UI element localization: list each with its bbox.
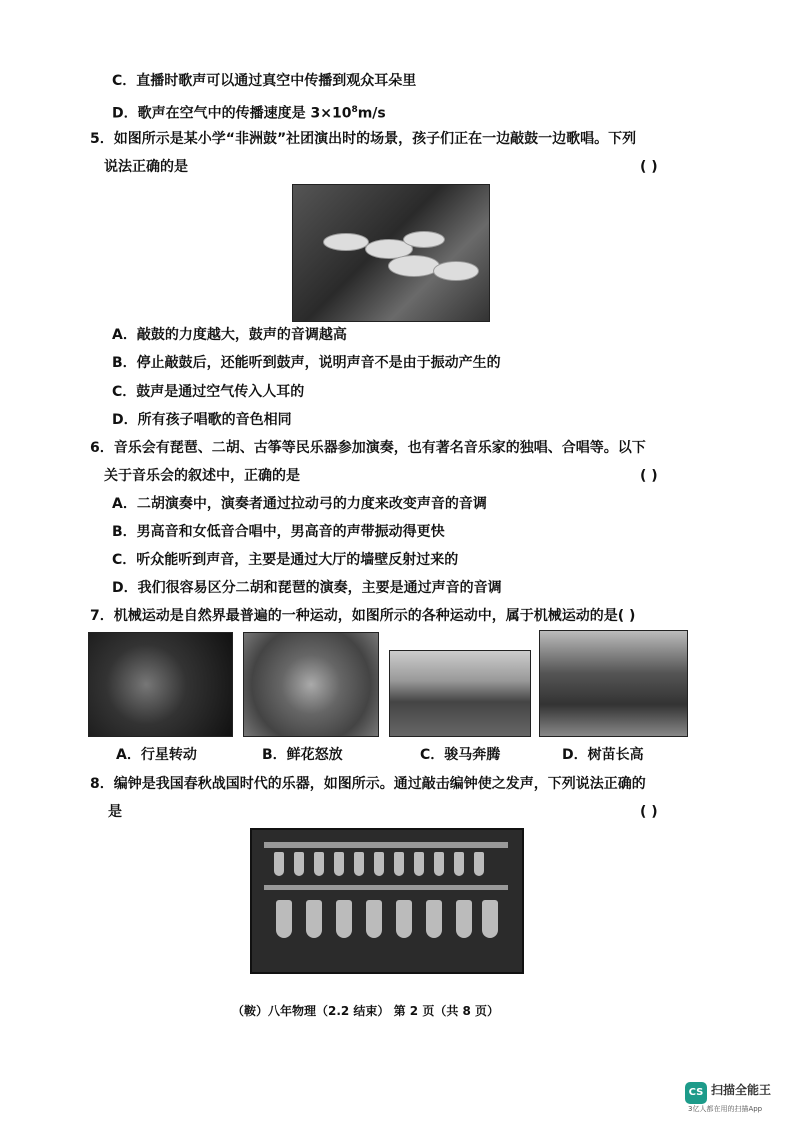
flower-photo — [243, 632, 379, 737]
watermark-tagline: 3亿人都在用的扫描App — [688, 1105, 763, 1113]
small-bell — [394, 852, 404, 876]
drum-top — [323, 233, 369, 251]
q6-option-a: A．二胡演奏中，演奏者通过拉动弓的力度来改变声音的音调 — [112, 496, 487, 512]
q4-d-unit: m/s — [357, 105, 386, 122]
q8-stem-line1: 8．编钟是我国春秋战国时代的乐器，如图所示。通过敲击编钟使之发声，下列说法正确的 — [90, 776, 646, 792]
q6-stem-line2: 关于音乐会的叙述中，正确的是 — [104, 468, 300, 484]
q7-option-a: A．行星转动 — [116, 747, 197, 763]
large-bell — [426, 900, 442, 938]
q5-option-a: A．敲鼓的力度越大，鼓声的音调越高 — [112, 327, 347, 343]
large-bell — [396, 900, 412, 938]
q4-d-text: D．歌声在空气中的传播速度是 3×10 — [112, 105, 352, 122]
small-bell — [434, 852, 444, 876]
q5-stem-line2: 说法正确的是 — [104, 159, 188, 175]
drum-top — [388, 255, 440, 277]
small-bell — [314, 852, 324, 876]
small-bell — [374, 852, 384, 876]
large-bell — [306, 900, 322, 938]
bianzhong-bells-photo — [250, 828, 524, 974]
q8-answer-bracket: ( ) — [640, 804, 658, 820]
q6-stem-line1: 6．音乐会有琵琶、二胡、古筝等民乐器参加演奏，也有著名音乐家的独唱、合唱等。以下 — [90, 440, 646, 456]
small-bell — [334, 852, 344, 876]
large-bell — [276, 900, 292, 938]
q5-option-c: C．鼓声是通过空气传入人耳的 — [112, 384, 305, 400]
bell-rack-beam — [264, 842, 508, 848]
q5-option-b: B．停止敲鼓后，还能听到鼓声，说明声音不是由于振动产生的 — [112, 355, 501, 371]
drum-performance-photo — [292, 184, 490, 322]
large-bell — [336, 900, 352, 938]
q5-stem-line1: 5．如图所示是某小学“非洲鼓”社团演出时的场景，孩子们正在一边敲鼓一边歌唱。下列 — [90, 131, 637, 147]
large-bell — [366, 900, 382, 938]
drum-top — [403, 231, 445, 248]
camscanner-logo-icon: CS — [685, 1082, 707, 1104]
page-footer: （鞍）八年物理（2.2 结束） 第 2 页（共 8 页） — [232, 1004, 500, 1018]
q7-stem-line1: 7．机械运动是自然界最普遍的一种运动，如图所示的各种运动中，属于机械运动的是( ) — [90, 608, 636, 624]
q6-option-d: D．我们很容易区分二胡和琵琶的演奏，主要是通过声音的音调 — [112, 580, 502, 596]
q4-option-d — [112, 101, 386, 123]
small-bell — [474, 852, 484, 876]
q4-d-exponent: 8 — [351, 105, 358, 115]
large-bell — [456, 900, 472, 938]
q6-option-c: C．听众能听到声音，主要是通过大厅的墙壁反射过来的 — [112, 552, 459, 568]
horses-photo — [389, 650, 531, 737]
small-bell — [354, 852, 364, 876]
bell-rack-beam — [264, 885, 508, 890]
q4-option-c: C．直播时歌声可以通过真空中传播到观众耳朵里 — [112, 73, 417, 89]
q7-option-c: C．骏马奔腾 — [420, 747, 501, 763]
q8-stem-line2: 是 — [108, 804, 122, 820]
q7-option-d: D．树苗长高 — [562, 747, 644, 763]
large-bell — [482, 900, 498, 938]
small-bell — [454, 852, 464, 876]
seedlings-photo — [539, 630, 688, 737]
drum-top — [433, 261, 479, 281]
q6-option-b: B．男高音和女低音合唱中，男高音的声带振动得更快 — [112, 524, 445, 540]
planets-photo — [88, 632, 233, 737]
q6-answer-bracket: ( ) — [640, 468, 658, 484]
small-bell — [274, 852, 284, 876]
small-bell — [414, 852, 424, 876]
q5-answer-bracket: ( ) — [640, 159, 658, 175]
small-bell — [294, 852, 304, 876]
q5-option-d: D．所有孩子唱歌的音色相同 — [112, 412, 292, 428]
q7-option-b: B．鲜花怒放 — [262, 747, 343, 763]
watermark-app-name: 扫描全能王 — [711, 1083, 772, 1097]
